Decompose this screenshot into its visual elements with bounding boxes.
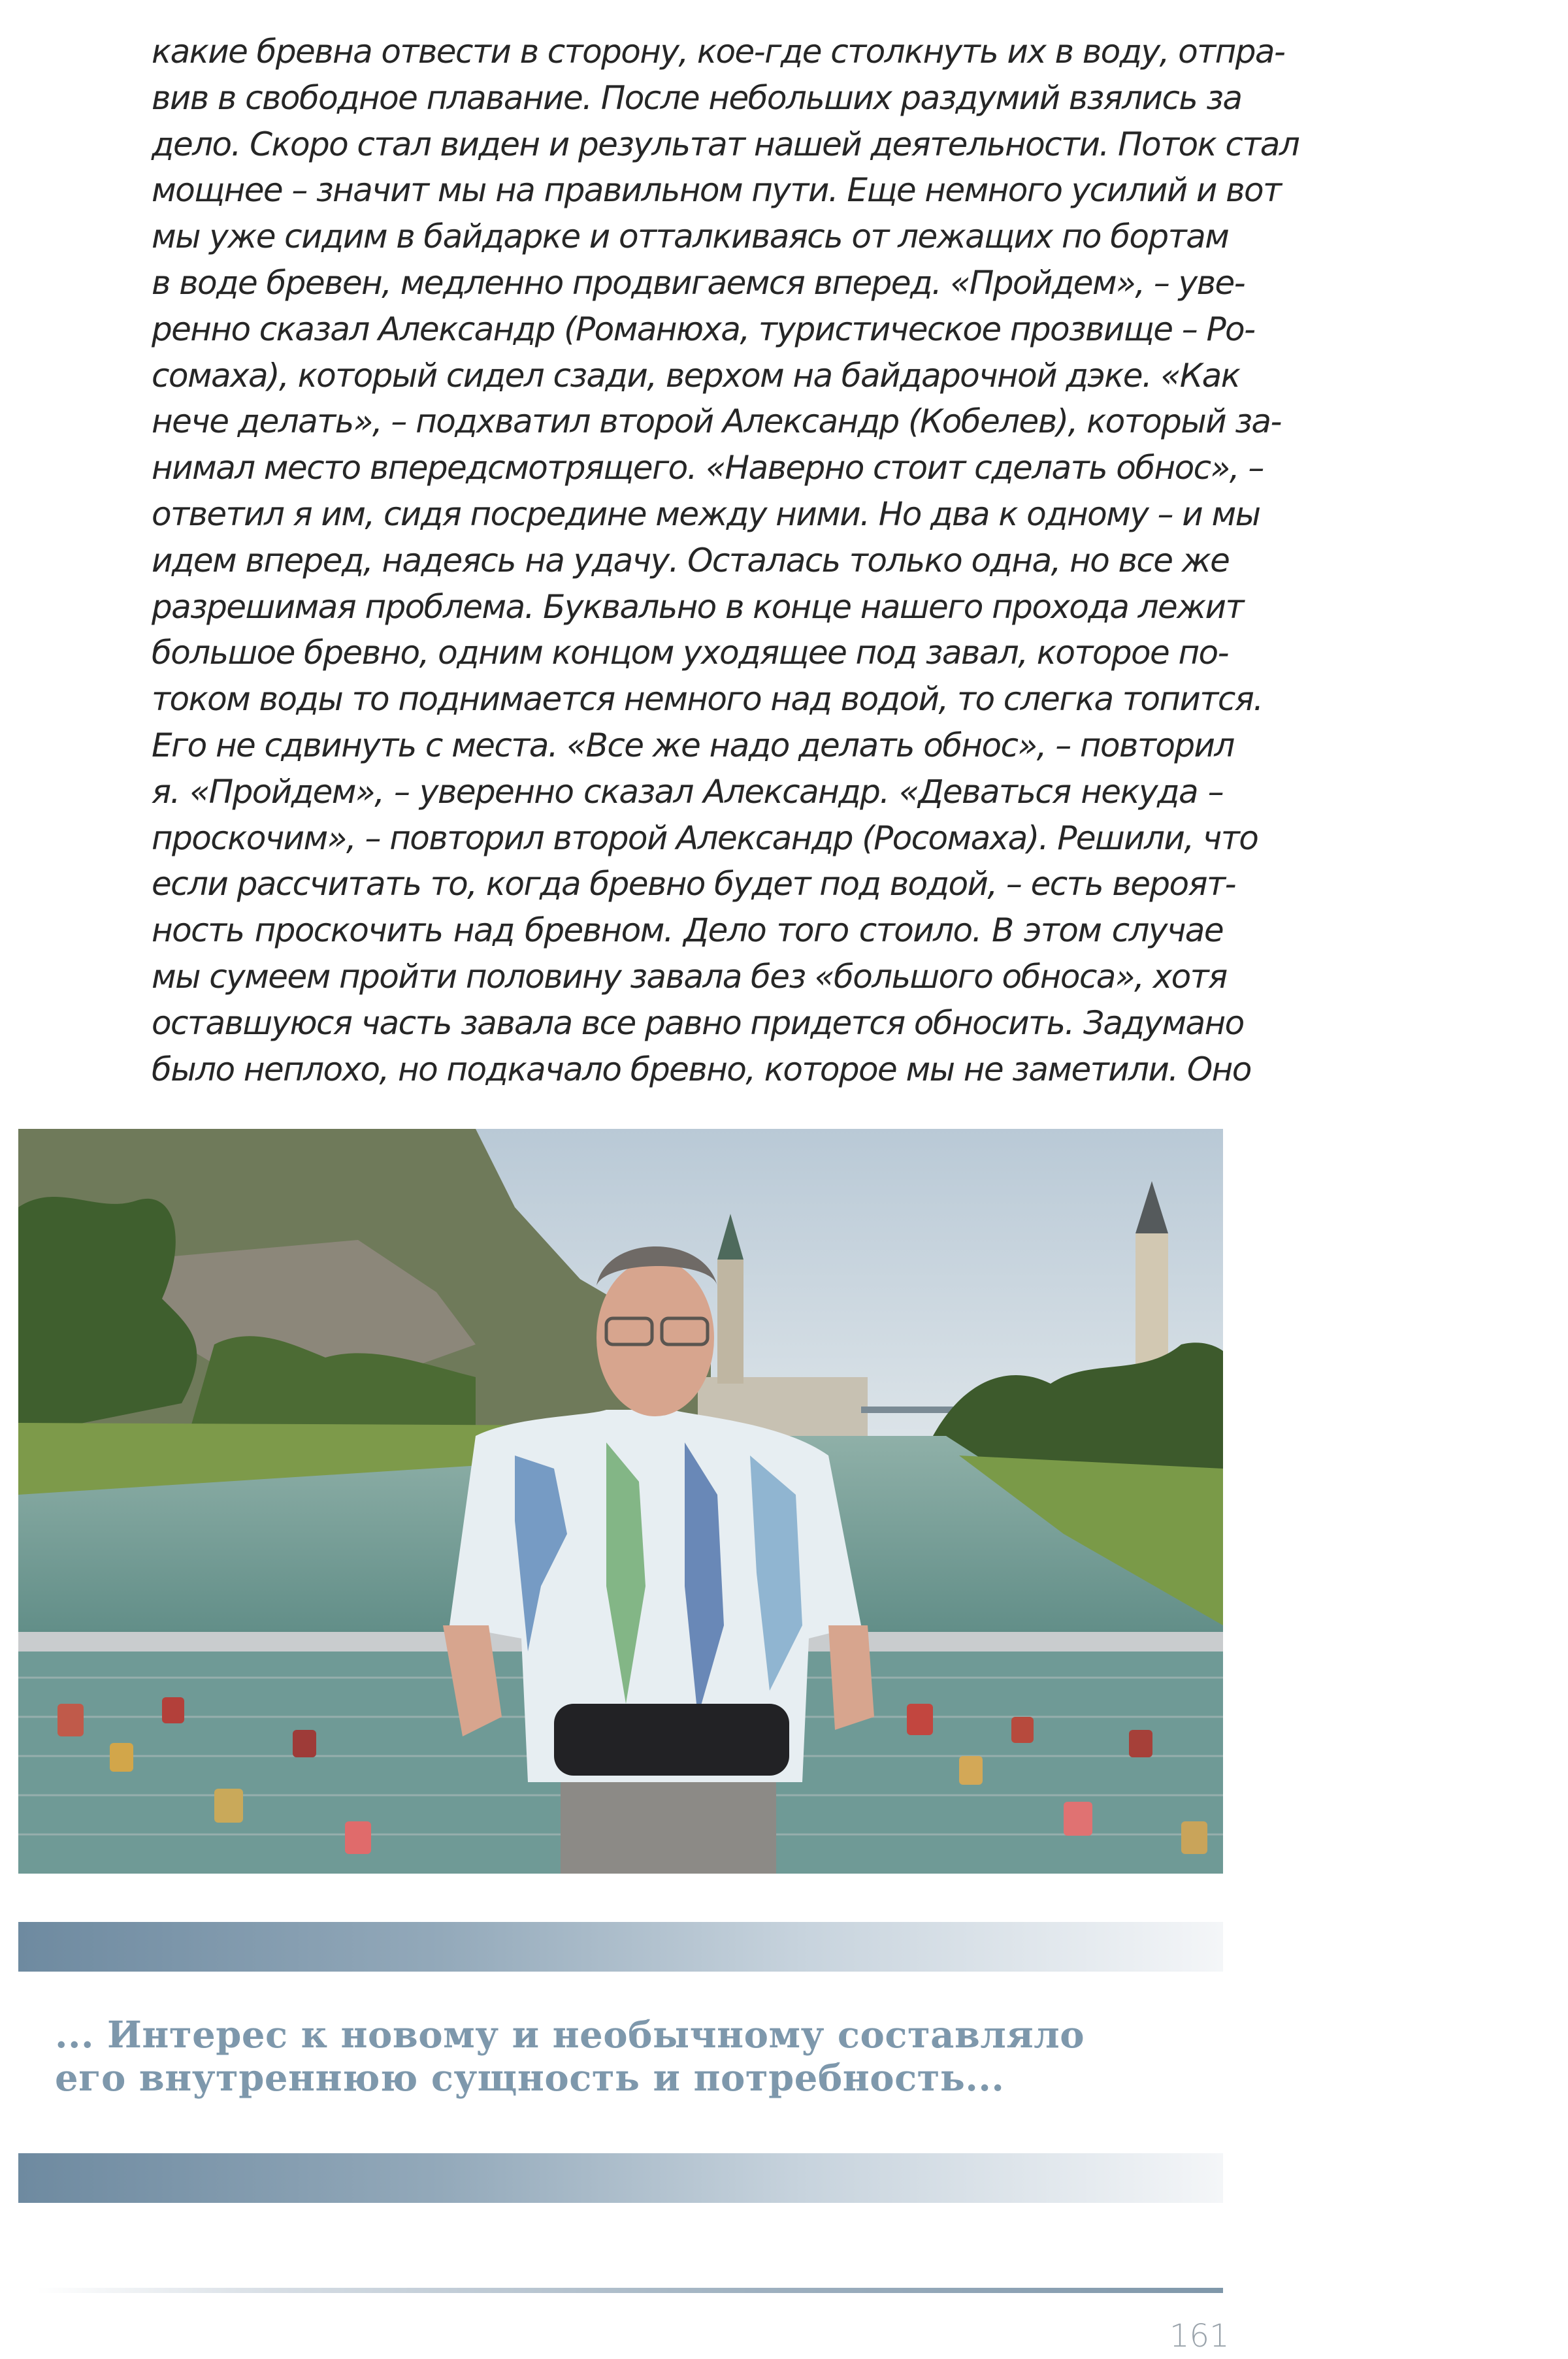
decorative-band-top (18, 1922, 1223, 1972)
body-text-line: мы уже сидим в байдарке и отталкиваясь от лежащих по бортам (152, 218, 1229, 256)
body-text-line: мы сумеем пройти половину завала без «большого обноса», хотя (152, 957, 1227, 996)
church-tower-left (717, 1260, 743, 1384)
body-text-line: ность проскочить над бревном. Дело того стоило. В этом случае (152, 911, 1223, 950)
body-text-line: сомаха), который сидел сзади, верхом на байдарочной дэке. «Как (152, 356, 1240, 395)
pull-quote-line-2: его внутреннюю сущность и потребность... (55, 2057, 1005, 2100)
body-text-line: большое бревно, одним концом уходящее под завал, которое по- (152, 634, 1228, 672)
body-text-line: проскочим», – повторил второй Александр (Росомаха). Решили, что (152, 819, 1258, 857)
body-text-line: я. «Пройдем», – уверенно сказал Александр. «Деваться некуда – (152, 772, 1223, 811)
pull-quote (55, 2013, 1218, 2100)
body-text-line: разрешимая проблема. Буквально в конце нашего прохода лежит (152, 587, 1243, 626)
trees-left (18, 1197, 197, 1436)
body-text-line: нече делать», – подхватил второй Александр (Кобелев), который за- (152, 402, 1281, 441)
page-number: 161 (1169, 2318, 1230, 2354)
body-text-line: током воды то поднимается немного над водой, то слегка топится. (152, 680, 1263, 719)
body-text-line: если рассчитать то, когда бревно будет под водой, – есть вероят- (152, 865, 1235, 903)
body-text-line: вив в свободное плавание. После небольших раздумий взялись за (152, 78, 1242, 117)
body-text-line: оставшуюся часть завала все равно придется обносить. Задумано (152, 1003, 1244, 1042)
decorative-band-bottom (18, 2153, 1223, 2203)
body-text-line: какие бревна отвести в сторону, кое-где столкнуть их в воду, отпра- (152, 33, 1285, 71)
body-text-line: ренно сказал Александр (Романюха, туристическое прозвище – Ро- (152, 310, 1255, 348)
body-text-line: мощнее – значит мы на правильном пути. Еще немного усилий и вот (152, 171, 1281, 210)
body-text-line: идем вперед, надеясь на удачу. Осталась только одна, но все же (152, 541, 1230, 579)
body-text-line: ответил я им, сидя посредине между ними. Но два к одному – и мы (152, 495, 1260, 533)
body-text-line: нимал место впередсмотрящего. «Наверно стоит сделать обнос», – (152, 449, 1264, 487)
body-text-line: дело. Скоро стал виден и результат нашей деятельности. Поток стал (152, 125, 1299, 163)
body-text-line: было неплохо, но подкачало бревно, которое мы не заметили. Оно (152, 1050, 1251, 1088)
body-text (152, 29, 1299, 1092)
photo-illustration (18, 1129, 1223, 1874)
body-text-line: Его не сдвинуть с места. «Все же надо делать обнос», – повторил (152, 726, 1234, 764)
footer-rule (37, 2288, 1223, 2293)
pull-quote-line-1: ... Интерес к новому и необычному составляло (55, 2013, 1085, 2057)
photo (18, 1129, 1223, 1874)
body-text-line: в воде бревен, медленно продвигаемся вперед. «Пройдем», – уве- (152, 263, 1245, 302)
